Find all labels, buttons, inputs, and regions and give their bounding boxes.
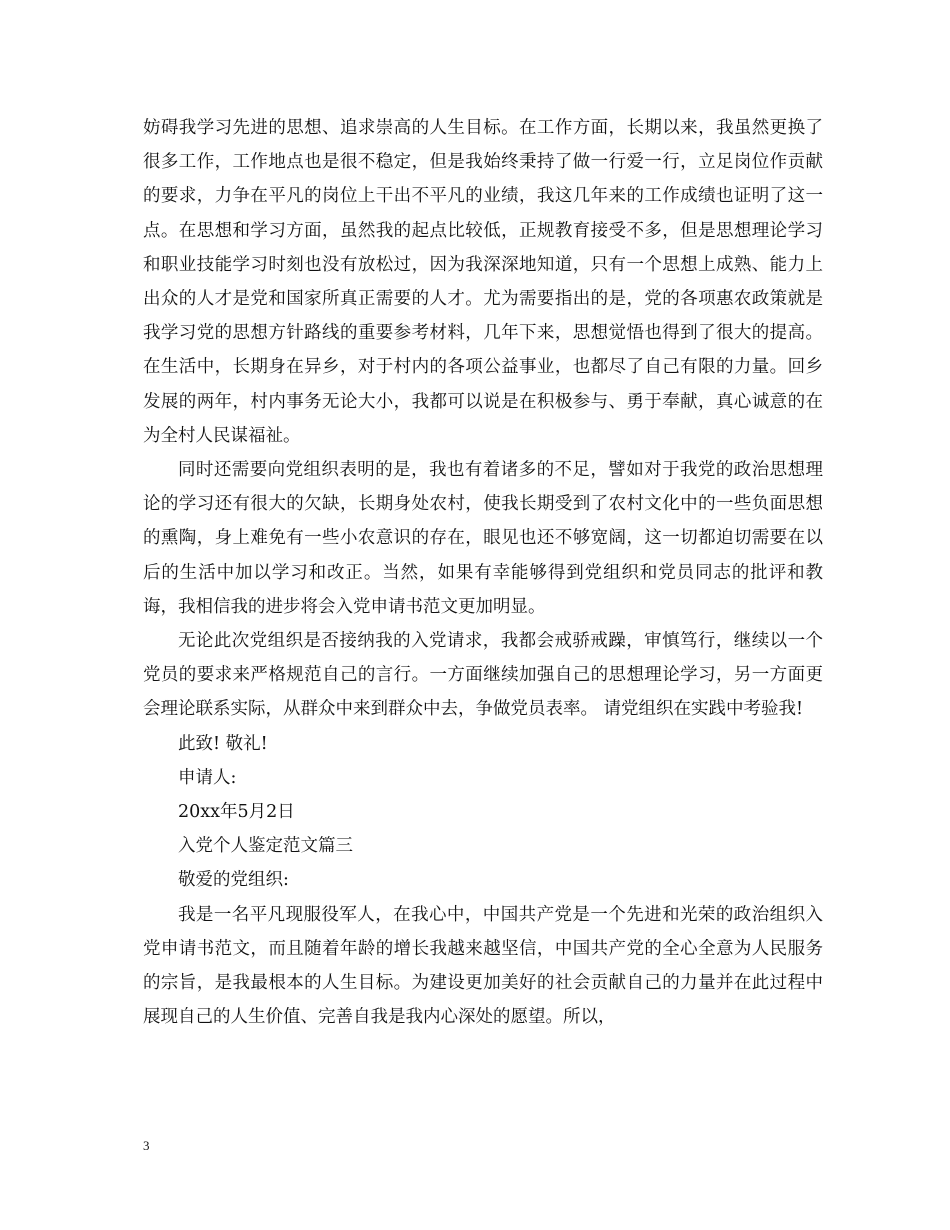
body-paragraph-1: 妨碍我学习先进的思想、追求崇高的人生目标。在工作方面，长期以来，我虽然更换了很多工作，工作地点也是很不稳定，但是我始终秉持了做一行爱一行，立足岗位作贡献的要求，力争在平凡的岗位上干出不平凡的业绩，我这几年来的工作成绩也证明了这一点。在思想和学习方面，虽然我的起点比较低，正规教育接受不多，但是思想理论学习和职业技能学习时刻也没有放松过，因为我深深地知道，只有一个思想上成熟、能力上出众的人才是党和国家所真正需要的人才。尤为需要指出的是，党的各项惠农政策就是我学习党的思想方针路线的重要参考材料，几年下来，思想觉悟也得到了很大的提高。在生活中，长期身在异乡，对于村内的各项公益事业，也都尽了自己有限的力量。回乡发展的两年，村内事务无论大小，我都可以说是在积极参与、勇于奉献，真心诚意的在为全村人民谋福祉。	[143, 118, 823, 446]
section-title: 入党个人鉴定范文篇三	[178, 836, 353, 857]
body-paragraph-3: 无论此次党组织是否接纳我的入党请求，我都会戒骄戒躁，审慎笃行，继续以一个党员的要求来严格规范自己的言行。一方面继续加强自己的思想理论学习，另一方面更会理论联系实际，从群众中来到群众中去，争做党员表率。 请党组织在实践中考验我!	[143, 631, 823, 720]
salutation: 敬爱的党组织:	[178, 870, 289, 891]
page-number: 3	[143, 1138, 150, 1153]
body-paragraph-4: 我是一名平凡现服役军人，在我心中，中国共产党是一个先进和光荣的政治组织入党申请书范文，而且随着年龄的增长我越来越坚信，中国共产党的全心全意为人民服务的宗旨，是我最根本的人生目标。为建设更加美好的社会贡献自己的力量并在此过程中展现自己的人生价值、完善自我是我内心深处的愿望。所以，	[143, 904, 823, 1028]
applicant-label: 申请人:	[178, 767, 237, 788]
body-paragraph-2: 同时还需要向党组织表明的是，我也有着诸多的不足，譬如对于我党的政治思想理论的学习还有很大的欠缺，长期身处农村，使我长期受到了农村文化中的一些负面思想的熏陶，身上难免有一些小农意识的存在，眼见也还不够宽阔，这一切都迫切需要在以后的生活中加以学习和改正。当然，如果有幸能够得到党组织和党员同志的批评和教诲，我相信我的进步将会入党申请书范文更加明显。	[143, 460, 823, 617]
application-date: 20xx年5月2日	[178, 802, 295, 823]
closing-salute: 此致! 敬礼!	[178, 733, 268, 754]
document-body	[143, 111, 823, 1034]
